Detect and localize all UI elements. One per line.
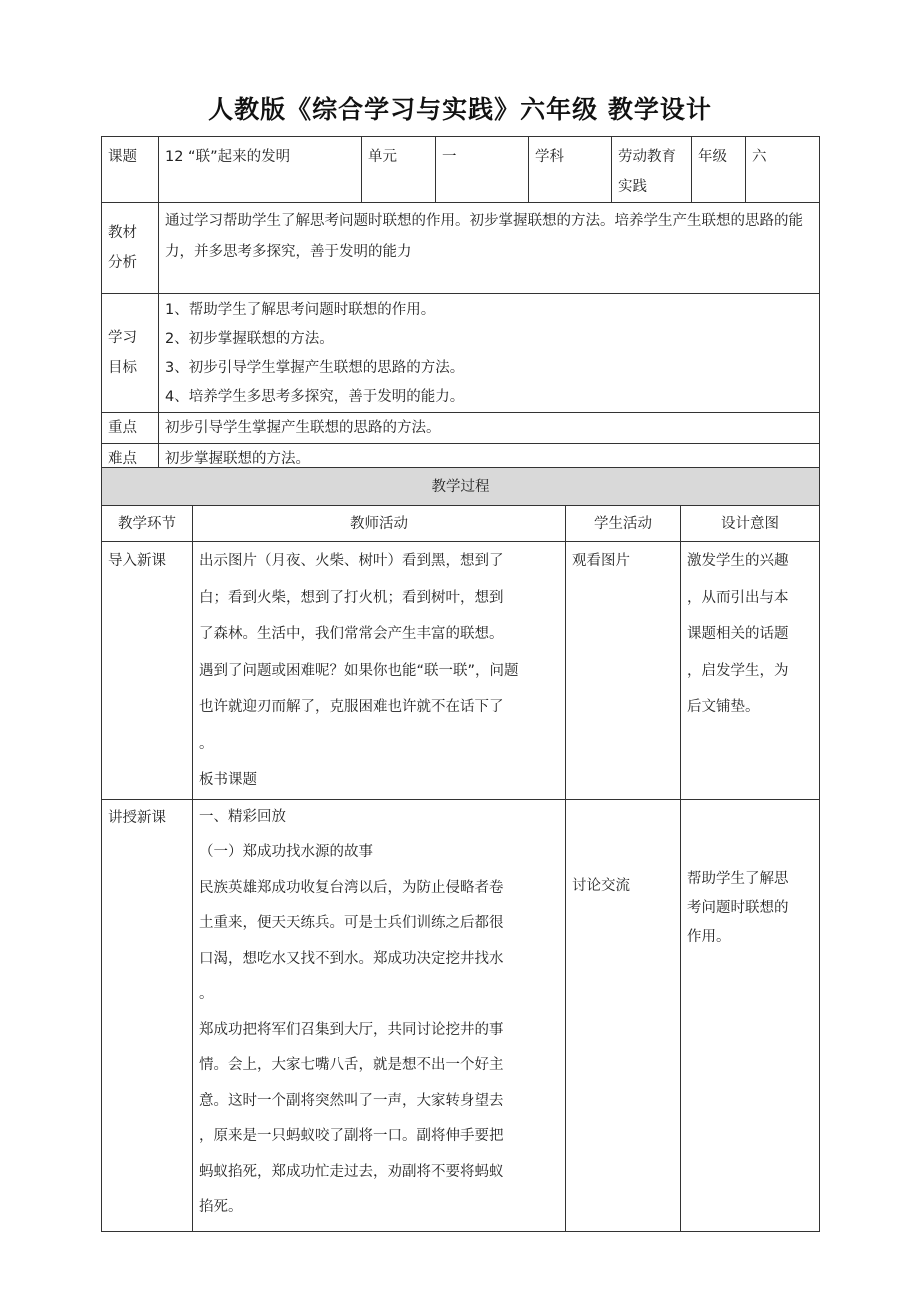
column-stage: 教学环节 xyxy=(102,506,193,542)
unit-label: 单元 xyxy=(362,137,436,203)
design-line: 激发学生的兴趣 xyxy=(687,553,789,569)
key-point-label: 重点 xyxy=(102,413,159,444)
teacher-line: 了森林。生活中，我们常常会产生丰富的联想。 xyxy=(199,626,504,642)
teacher-line: 也许就迎刃而解了，克服困难也许就不在话下了 xyxy=(199,699,504,715)
key-point-text: 初步引导学生掌握产生联想的思路的方法。 xyxy=(159,413,820,444)
goals-label-line-2: 目标 xyxy=(108,360,137,376)
subject-label: 学科 xyxy=(529,137,612,203)
stage-cell: 导入新课 xyxy=(102,542,193,800)
goal-item: 3、初步引导学生掌握产生联想的思路的方法。 xyxy=(165,360,465,376)
teacher-line: 一、精彩回放 xyxy=(199,808,286,825)
teacher-line: 土重来，便天天练兵。可是士兵们训练之后都很 xyxy=(199,915,504,931)
process-header-row xyxy=(102,468,820,506)
student-activity: 观看图片 xyxy=(566,542,681,800)
stage-cell: 讲授新课 xyxy=(102,799,193,1231)
column-student: 学生活动 xyxy=(566,506,681,542)
analysis-label-line-1: 教材 xyxy=(108,225,137,241)
teacher-line: 蚂蚁掐死，郑成功忙走过去，劝副将不要将蚂蚁 xyxy=(199,1163,504,1180)
lesson-info-table xyxy=(101,136,820,475)
analysis-label xyxy=(102,203,159,294)
grade-label: 年级 xyxy=(692,137,746,203)
teacher-line: 出示图片（月夜、火柴、树叶）看到黑，想到了 xyxy=(199,553,504,569)
difficulty-label: 难点 xyxy=(102,444,159,475)
analysis-label-line-2: 分析 xyxy=(108,255,137,271)
process-row-new-lesson xyxy=(102,799,820,1231)
design-line: 课题相关的话题 xyxy=(687,626,789,642)
grade-value: 六 xyxy=(746,137,820,203)
goal-item: 2、初步掌握联想的方法。 xyxy=(165,331,334,347)
design-line: 考问题时联想的 xyxy=(687,899,789,916)
analysis-text: 通过学习帮助学生了解思考问题时联想的作用。初步掌握联想的方法。培养学生产生联想的思路的能力，并多思考多探究，善于发明的能力 xyxy=(159,203,820,294)
subject-value-line-1: 劳动教育 xyxy=(618,149,676,165)
process-row-intro xyxy=(102,542,820,800)
design-line: 作用。 xyxy=(687,928,731,945)
teacher-line: 掐死。 xyxy=(199,1199,243,1215)
analysis-row xyxy=(102,203,820,294)
course-label: 课题 xyxy=(102,137,159,203)
goals-label xyxy=(102,294,159,413)
design-line: ，从而引出与本 xyxy=(687,589,789,606)
teacher-line: （一）郑成功找水源的故事 xyxy=(199,844,373,860)
column-design: 设计意图 xyxy=(681,506,820,542)
column-teacher: 教师活动 xyxy=(193,506,566,542)
teacher-line: 民族英雄郑成功收复台湾以后，为防止侵略者卷 xyxy=(199,879,504,896)
process-header: 教学过程 xyxy=(102,468,820,506)
teacher-line: 口渴，想吃水又找不到水。郑成功决定挖井找水 xyxy=(199,950,504,967)
teacher-line: 板书课题 xyxy=(199,772,257,788)
teacher-activity xyxy=(193,542,566,800)
teacher-line: 郑成功把将军们召集到大厅，共同讨论挖井的事 xyxy=(199,1021,504,1038)
goals-list xyxy=(159,294,820,413)
student-activity: 讨论交流 xyxy=(566,799,681,1231)
design-intent xyxy=(681,799,820,1231)
teaching-process-table xyxy=(101,467,820,1232)
teacher-line: 意。这时一个副将突然叫了一声，大家转身望去 xyxy=(199,1092,504,1109)
teacher-line: 。 xyxy=(199,735,214,752)
goals-row xyxy=(102,294,820,413)
design-line: ，启发学生，为 xyxy=(687,662,789,679)
course-value: 12 “联”起来的发明 xyxy=(159,137,362,203)
info-row xyxy=(102,137,820,203)
unit-value: 一 xyxy=(436,137,529,203)
teacher-line: 白；看到火柴，想到了打火机；看到树叶，想到 xyxy=(199,589,504,606)
design-intent xyxy=(681,542,820,800)
subject-value-line-2: 实践 xyxy=(618,179,647,195)
teacher-line: 情。会上，大家七嘴八舌，就是想不出一个好主 xyxy=(199,1057,504,1073)
document-title: 人教版《综合学习与实践》六年级 教学设计 xyxy=(208,95,712,124)
teacher-line: 遇到了问题或困难呢？如果你也能“联一联”，问题 xyxy=(199,662,519,679)
goal-item: 4、培养学生多思考多探究，善于发明的能力。 xyxy=(165,389,465,405)
teacher-line: 。 xyxy=(199,986,214,1002)
design-line: 帮助学生了解思 xyxy=(687,870,789,887)
design-line: 后文铺垫。 xyxy=(687,699,760,715)
subject-value xyxy=(612,137,692,203)
teacher-line: ，原来是一只蚂蚁咬了副将一口。副将伸手要把 xyxy=(199,1128,504,1144)
process-column-row xyxy=(102,506,820,542)
goals-label-line-1: 学习 xyxy=(108,330,137,346)
difficulty-text: 初步掌握联想的方法。 xyxy=(159,444,820,475)
goal-item: 1、帮助学生了解思考问题时联想的作用。 xyxy=(165,302,436,318)
key-point-row xyxy=(102,413,820,444)
teacher-activity xyxy=(193,799,566,1231)
